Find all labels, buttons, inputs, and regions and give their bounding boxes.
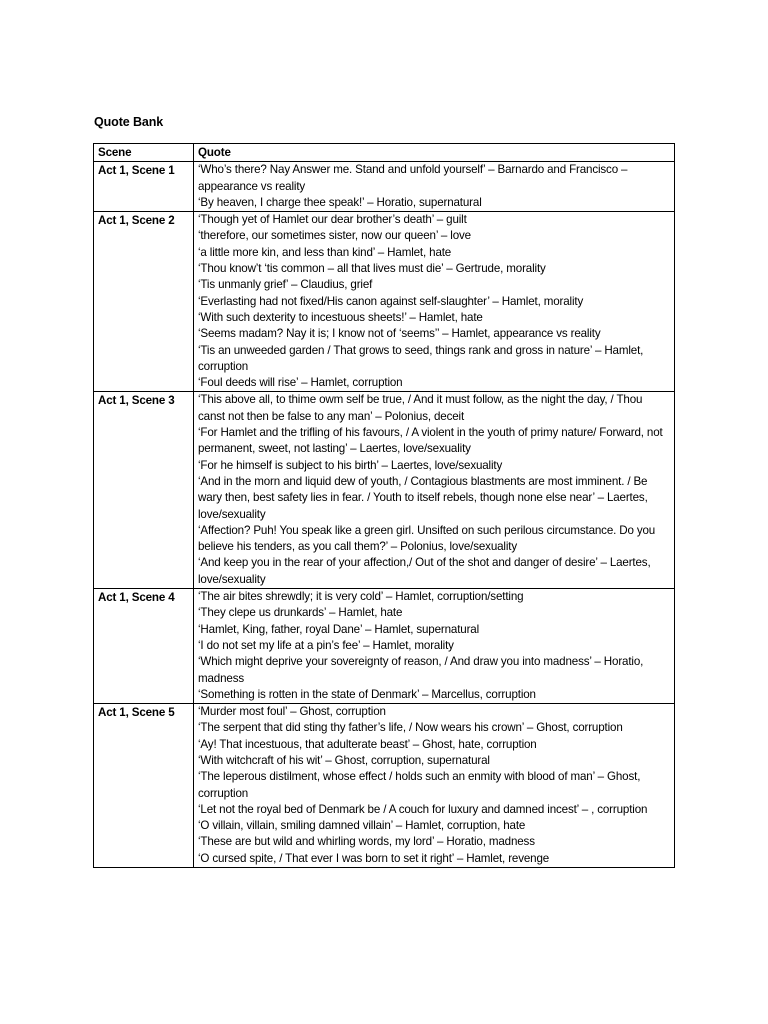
- quote-line: ‘The air bites shrewdly; it is very cold’ – Hamlet, corruption/setting: [198, 590, 524, 604]
- quote-line: ‘I do not set my life at a pin’s fee’ – Hamlet, morality: [198, 638, 454, 652]
- quote-line: ‘They clepe us drunkards’ – Hamlet, hate: [198, 606, 403, 620]
- quote-line: ‘Affection? Puh! You speak like a green girl. Unsifted on such perilous circumstance. Do you believe his tenders, as you call them?’ – Polonius, love/sexuality: [198, 523, 656, 554]
- table-row: [94, 212, 675, 392]
- quote-line: ‘Murder most foul’ – Ghost, corruption: [198, 705, 386, 719]
- quote-line: ‘By heaven, I charge thee speak!’ – Horatio, supernatural: [198, 195, 482, 209]
- table-row: [94, 589, 675, 704]
- quote-line: ‘a little more kin, and less than kind’ – Hamlet, hate: [198, 245, 452, 259]
- table-row: [94, 704, 675, 868]
- quote-line: ‘Who’s there? Nay Answer me. Stand and unfold yourself’ – Barnardo and Francisco – appearance vs reality: [198, 163, 628, 193]
- scene-cell: Act 1, Scene 3: [94, 392, 194, 589]
- quote-cell: [194, 162, 675, 212]
- quote-table: [93, 143, 675, 868]
- quote-line: ‘Seems madam? Nay it is; I know not of ‘seems’’ – Hamlet, appearance vs reality: [198, 327, 601, 341]
- quote-line: ‘Which might deprive your sovereignty of reason, / And draw you into madness’ – Horatio, madness: [198, 655, 644, 685]
- quote-line: ‘Foul deeds will rise’ – Hamlet, corruption: [198, 376, 403, 390]
- quote-line: ‘O villain, villain, smiling damned villain’ – Hamlet, corruption, hate: [198, 819, 526, 833]
- table-header-row: [94, 144, 675, 162]
- table-row: [94, 392, 675, 589]
- quote-line: ‘With witchcraft of his wit’ – Ghost, corruption, supernatural: [198, 753, 490, 767]
- quote-line: ‘The serpent that did sting thy father’s life, / Now wears his crown’ – Ghost, corruption: [198, 721, 623, 735]
- scene-cell: Act 1, Scene 1: [94, 162, 194, 212]
- quote-line: ‘Tis unmanly grief’ – Claudius, grief: [198, 278, 373, 292]
- quote-line: ‘Everlasting had not fixed/His canon against self-slaughter’ – Hamlet, morality: [198, 294, 584, 308]
- quote-line: ‘These are but wild and whirling words, my lord’ – Horatio, madness: [198, 835, 535, 849]
- quote-line: ‘The leperous distilment, whose effect / holds such an enmity with blood of man’ – Ghost, corruption: [198, 770, 641, 800]
- quote-line: ‘Though yet of Hamlet our dear brother’s death’ – guilt: [198, 213, 467, 227]
- quote-line: ‘For he himself is subject to his birth’ – Laertes, love/sexuality: [198, 458, 503, 472]
- quote-line: ‘Ay! That incestuous, that adulterate beast’ – Ghost, hate, corruption: [198, 737, 537, 751]
- quote-line: ‘And in the morn and liquid dew of youth, / Contagious blastments are most imminent. / Be wary then, best safety lies in fear. / Youth to itself rebels, though none else near’ – Laertes, love/sexuality: [198, 474, 648, 521]
- table-body: [94, 162, 675, 868]
- quote-line: ‘And keep you in the rear of your affection,/ Out of the shot and danger of desire’ – Laertes, love/sexuality: [198, 556, 651, 586]
- quote-line: ‘O cursed spite, / That ever I was born to set it right’ – Hamlet, revenge: [198, 851, 550, 865]
- quote-line: ‘With such dexterity to incestuous sheets!’ – Hamlet, hate: [198, 310, 483, 324]
- scene-cell: Act 1, Scene 5: [94, 704, 194, 868]
- quote-line: ‘Hamlet, King, father, royal Dane’ – Hamlet, supernatural: [198, 622, 480, 636]
- quote-line: ‘Thou know’t ‘tis common – all that lives must die’ – Gertrude, morality: [198, 262, 546, 276]
- quote-line: ‘Tis an unweeded garden / That grows to seed, things rank and gross in nature’ – Hamlet, corruption: [198, 343, 644, 373]
- quote-line: ‘This above all, to thime owm self be true, / And it must follow, as the night the day, / Thou canst not then be false to any man’ – Polonius, deceit: [198, 393, 643, 423]
- quote-cell: [194, 589, 675, 704]
- page-title: Quote Bank: [94, 115, 164, 129]
- quote-line: ‘Let not the royal bed of Denmark be / A couch for luxury and damned incest’ – , corruption: [198, 802, 648, 816]
- scene-cell: Act 1, Scene 4: [94, 589, 194, 704]
- quote-cell: [194, 212, 675, 392]
- quote-line: ‘For Hamlet and the trifling of his favours, / A violent in the youth of primy nature/ Forward, not permanent, sweet, not lasting’ – Laertes, love/sexuality: [198, 426, 663, 456]
- quote-cell: [194, 704, 675, 868]
- quote-line: ‘Something is rotten in the state of Denmark’ – Marcellus, corruption: [198, 687, 536, 701]
- scene-cell: Act 1, Scene 2: [94, 212, 194, 392]
- scene-column-header: Scene: [94, 144, 194, 162]
- table-row: [94, 162, 675, 212]
- quote-line: ‘therefore, our sometimes sister, now our queen’ – love: [198, 229, 471, 243]
- quote-column-header: Quote: [194, 144, 675, 162]
- quote-cell: [194, 392, 675, 589]
